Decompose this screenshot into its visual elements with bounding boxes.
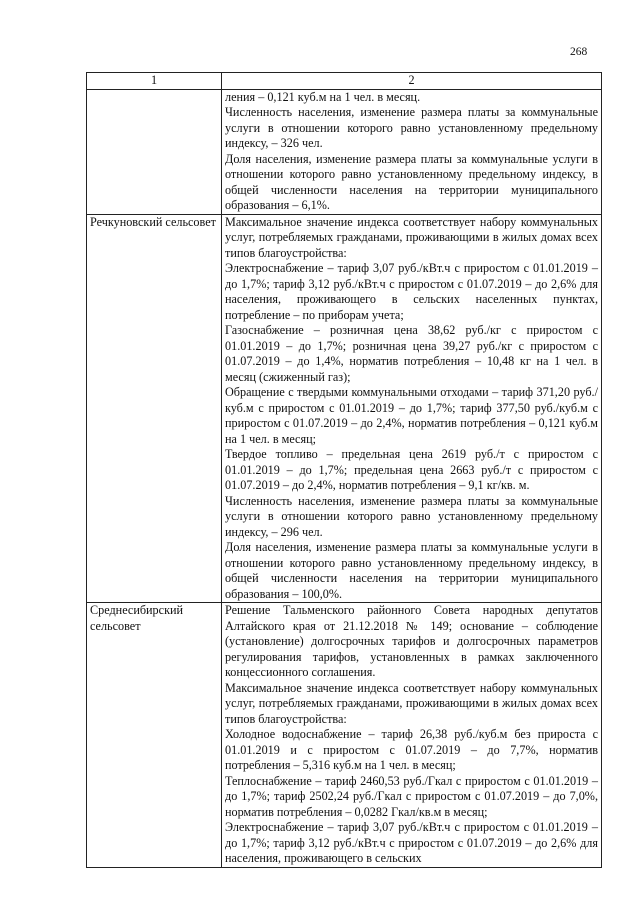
page-number: 268 bbox=[570, 46, 588, 58]
description-cell bbox=[222, 214, 602, 603]
document-table bbox=[86, 72, 602, 868]
paragraph: Численность населения, изменение размера платы за коммунальные услуги в отношении которого равно установленному предельному индексу, – 326 чел. bbox=[225, 105, 598, 150]
paragraph: Электроснабжение – тариф 3,07 руб./кВт.ч с приростом с 01.01.2019 – до 1,7%; тариф 3,12 руб./кВт.ч с приростом с 01.07.2019 – до 2,6% для населения, проживающего в сельских bbox=[225, 820, 598, 865]
municipality-name-cell bbox=[87, 89, 222, 214]
paragraph: Численность населения, изменение размера платы за коммунальные услуги в отношении которого равно установленному предельному индексу, – 296 чел. bbox=[225, 493, 598, 539]
paragraph: ления – 0,121 куб.м на 1 чел. в месяц. bbox=[225, 89, 421, 104]
paragraph: Обращение с твердыми коммунальными отходами – тариф 371,20 руб./куб.м с приростом с 01.01.2019 – до 1,7%; тариф 377,50 руб./куб.м с приростом с 01.07.2019 – до 2,4%, норматив потребления – 0,121 куб.м на 1 чел. в месяц; bbox=[225, 385, 598, 446]
municipality-name-cell: Речкуновский сельсовет bbox=[87, 214, 222, 603]
paragraph: Максимальное значение индекса соответствует набору коммунальных услуг, потребляемых гражданами, проживающими в жилых домах всех типов благоустройства: bbox=[225, 214, 598, 260]
paragraph: Холодное водоснабжение – тариф 26,38 руб./куб.м без прироста с 01.01.2019 и с приростом с 01.07.2019 – до 7,7%, норматив потребления – 5,316 куб.м на 1 чел. в месяц; bbox=[225, 727, 598, 772]
paragraph: Решение Тальменского районного Совета народных депутатов Алтайского края от 21.12.2018 № 149; основание – соблюдение (установление) долгосрочных тарифов и долгосрочных параметров регулирования тарифов, установленных в рамках заключенного концессионного соглашения. bbox=[225, 603, 598, 679]
table-header-row bbox=[87, 73, 602, 90]
paragraph: Электроснабжение – тариф 3,07 руб./кВт.ч с приростом с 01.01.2019 – до 1,7%; тариф 3,12 руб./кВт.ч с приростом с 01.07.2019 – до 2,6% для населения, проживающего в сельских населенных пунктах, потребление – по приборам учета; bbox=[225, 261, 598, 322]
paragraph: Максимальное значение индекса соответствует набору коммунальных услуг, потребляемых гражданами, проживающими в жилых домах всех типов благоустройства: bbox=[225, 680, 598, 726]
description-cell bbox=[222, 89, 602, 214]
paragraph: Доля населения, изменение размера платы за коммунальные услуги в отношении которого равно установленному предельному индексу, в общей численности населения на территории муниципального образования – 100,0%. bbox=[225, 540, 598, 601]
municipality-name-cell: Среднесибирский сельсовет bbox=[87, 603, 222, 868]
column-header-2: 2 bbox=[222, 73, 602, 90]
paragraph: Газоснабжение – розничная цена 38,62 руб./кг с приростом с 01.01.2019 – до 1,7%; розничная цена 39,27 руб./кг с приростом с 01.07.2019 – до 1,4%, норматив потребления – 10,48 кг на 1 чел. в месяц (сжиженный газ); bbox=[225, 323, 598, 384]
table-row bbox=[87, 89, 602, 214]
paragraph: Теплоснабжение – тариф 2460,53 руб./Гкал с приростом с 01.01.2019 – до 1,7%; тариф 2502,24 руб./Гкал с приростом с 01.07.2019 – до 7,0%, норматив потребления – 0,0282 Гкал/кв.м в месяц; bbox=[225, 773, 598, 819]
paragraph: Доля населения, изменение размера платы за коммунальные услуги в отношении которого равно установленному предельному индексу, в общей численности населения на территории муниципального образования – 6,1%. bbox=[225, 151, 598, 212]
table-row bbox=[87, 603, 602, 868]
paragraph: Твердое топливо – предельная цена 2619 руб./т с приростом с 01.01.2019 – до 1,7%; предельная цена 2663 руб./т с приростом с 01.07.2019 – до 2,4%, норматив потребления – 9,1 кг/кв. м. bbox=[225, 447, 598, 492]
description-cell bbox=[222, 603, 602, 868]
column-header-1: 1 bbox=[87, 73, 222, 90]
table-row bbox=[87, 214, 602, 603]
